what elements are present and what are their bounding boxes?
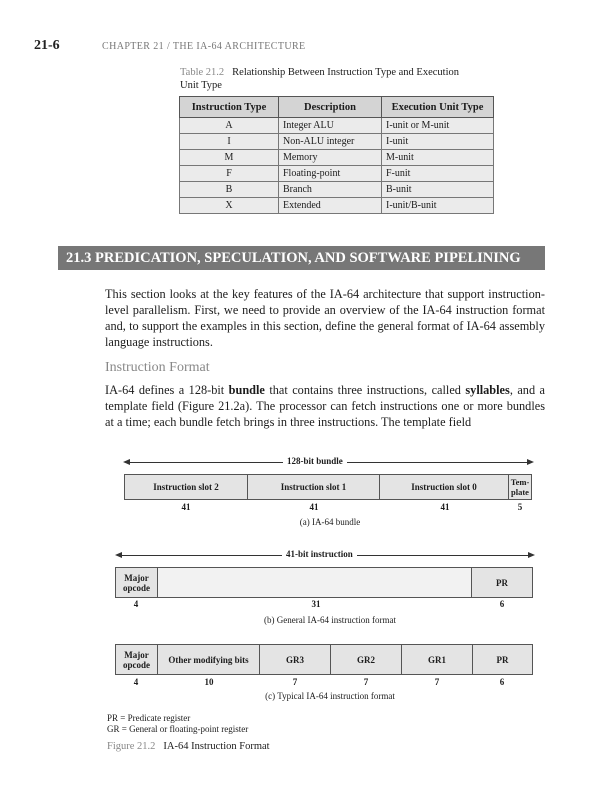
table-row: [180, 134, 494, 150]
instruction-slot-2: Instruction slot 2: [124, 474, 248, 500]
bit-width: 41: [181, 502, 191, 512]
gr1-field: GR1: [402, 644, 473, 675]
subheading: Instruction Format: [105, 360, 210, 375]
execution-unit-table: [179, 96, 494, 214]
gr3-field: GR3: [260, 644, 331, 675]
table-cell: I: [180, 134, 279, 150]
bit-width: 7: [363, 677, 369, 687]
table-cell: M-unit: [382, 150, 494, 166]
paragraph-text: , and a template field (Figure 21.2a). The processor can fetch instructions one or more bundles at a time; each bundle fetch brings in three instructions. The template field: [105, 383, 545, 429]
table-cell: Non-ALU integer: [279, 134, 382, 150]
table-cell: F: [180, 166, 279, 182]
bit-width: 5: [517, 502, 523, 512]
table-cell: I-unit: [382, 134, 494, 150]
instruction-span-label: 41-bit instruction: [282, 549, 357, 559]
bit-width: 31: [311, 599, 321, 609]
column-header: Execution Unit Type: [382, 97, 494, 118]
gr2-field: GR2: [331, 644, 402, 675]
table-cell: X: [180, 198, 279, 214]
running-header: CHAPTER 21 / THE IA-64 ARCHITECTURE: [102, 41, 306, 52]
table-cell: Branch: [279, 182, 382, 198]
table-row: [180, 118, 494, 134]
modifying-bits-field: Other modifying bits: [158, 644, 260, 675]
bit-width: 41: [440, 502, 450, 512]
table-cell: Memory: [279, 150, 382, 166]
bundle-paragraph: [105, 382, 545, 430]
legend-gr: GR = General or floating-point register: [107, 724, 249, 734]
table-cell: Floating-point: [279, 166, 382, 182]
table-row: [180, 166, 494, 182]
table-cell: Integer ALU: [279, 118, 382, 134]
table-cell: I-unit or M-unit: [382, 118, 494, 134]
bit-width: 10: [204, 677, 214, 687]
column-header: Description: [279, 97, 382, 118]
figure-c-caption: (c) Typical IA-64 instruction format: [265, 691, 395, 701]
template-field: Tem- plate: [509, 474, 532, 500]
predicate-register-field: PR: [473, 644, 533, 675]
table-cell: B-unit: [382, 182, 494, 198]
table-cell: I-unit/B-unit: [382, 198, 494, 214]
bit-width: 7: [292, 677, 298, 687]
section-heading: 21.3 PREDICATION, SPECULATION, AND SOFTWARE PIPELINING: [58, 246, 545, 270]
bit-width: 7: [434, 677, 440, 687]
figure-a-caption: (a) IA-64 bundle: [299, 517, 361, 527]
table-title: Relationship Between Instruction Type and Execution Unit Type: [180, 67, 459, 91]
column-header: Instruction Type: [180, 97, 279, 118]
major-opcode-field: Major opcode: [115, 644, 158, 675]
intro-paragraph: This section looks at the key features of the IA-64 architecture that support instruction-level parallelism. First, we need to provide an overview of the IA-64 instruction format and, to support the examples in this section, define the general format of IA-64 assembly language instructions.: [105, 287, 545, 349]
paragraph-text: that contains three instructions, called: [264, 383, 466, 397]
table-cell: Extended: [279, 198, 382, 214]
bold-term-bundle: bundle: [228, 383, 265, 397]
instruction-slot-0: Instruction slot 0: [380, 474, 509, 500]
arrow-right-icon: [527, 459, 534, 465]
bit-width: 4: [133, 677, 139, 687]
table-cell: M: [180, 150, 279, 166]
page-number: 21-6: [34, 38, 60, 53]
figure-title: IA-64 Instruction Format: [163, 741, 270, 752]
table-cell: F-unit: [382, 166, 494, 182]
table-caption: [180, 66, 480, 92]
bold-term-syllables: syllables: [465, 383, 510, 397]
paragraph-text: IA-64 defines a 128-bit: [105, 383, 229, 397]
bit-width: 41: [309, 502, 319, 512]
table-row: [180, 182, 494, 198]
table-row: [180, 150, 494, 166]
bit-width: 6: [499, 599, 505, 609]
figure-caption: [107, 741, 270, 752]
bit-width: 4: [133, 599, 139, 609]
bit-width: 6: [499, 677, 505, 687]
arrow-right-icon: [528, 552, 535, 558]
table-header-row: [180, 97, 494, 118]
major-opcode-field: Major opcode: [115, 567, 158, 598]
table-cell: B: [180, 182, 279, 198]
figure-b-caption: (b) General IA-64 instruction format: [264, 615, 396, 625]
instruction-slot-1: Instruction slot 1: [248, 474, 380, 500]
predicate-register-field: PR: [472, 567, 533, 598]
figure-label: Figure 21.2: [107, 741, 156, 752]
bundle-span-label: 128-bit bundle: [283, 456, 347, 466]
table-cell: A: [180, 118, 279, 134]
instruction-body-field: [158, 567, 472, 598]
legend-pr: PR = Predicate register: [107, 713, 191, 723]
table-label: Table 21.2: [180, 67, 225, 78]
table-row: [180, 198, 494, 214]
